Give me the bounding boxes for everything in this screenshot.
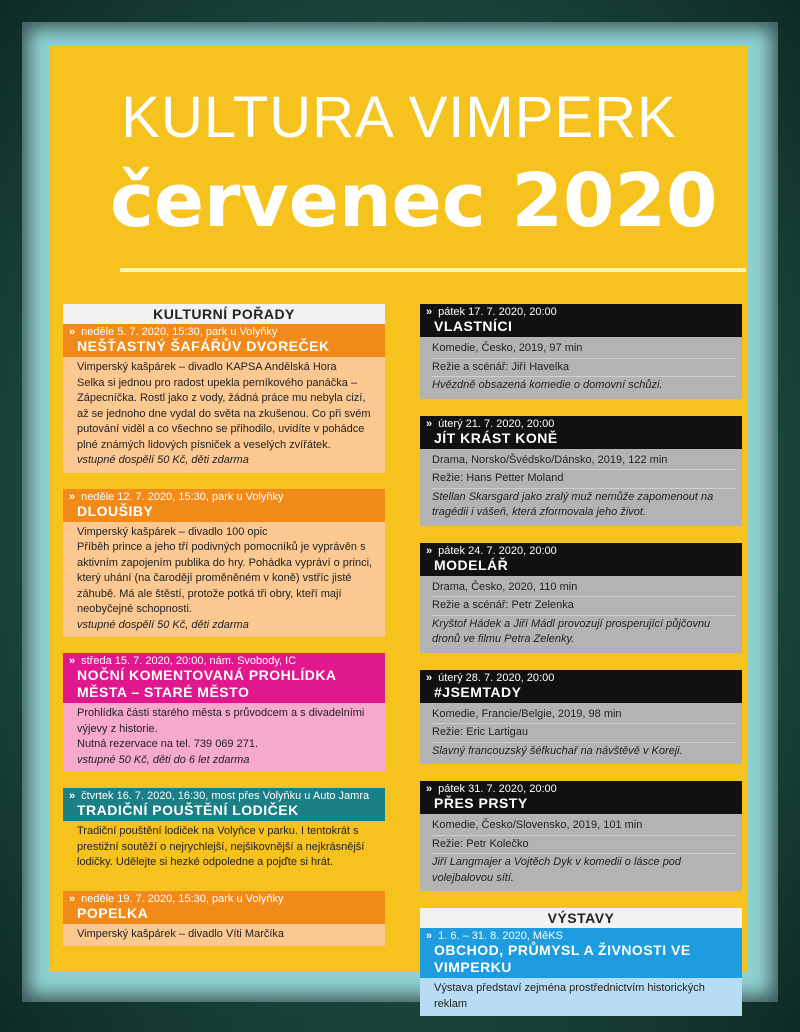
film-description: Kryštof Hádek a Jiří Mádl provozují prosperující půjčovnu dronů ve filmu Petra Zelenky. xyxy=(432,617,711,645)
bullet-icon: » xyxy=(69,326,76,338)
poster xyxy=(50,46,748,1010)
exhibition-description: Výstava představí zejména prostřednictvím historických reklam xyxy=(434,982,705,1010)
event-text: Vimperský kašpárek – divadlo 100 opic xyxy=(77,525,268,538)
poster-title: KULTURA VIMPERK xyxy=(121,85,677,150)
bullet-icon: » xyxy=(426,783,433,795)
film-date xyxy=(420,416,742,430)
film-card xyxy=(420,781,742,891)
bullet-icon: » xyxy=(426,930,433,942)
film-card xyxy=(420,670,742,765)
bullet-icon: » xyxy=(69,490,76,503)
cultural-events-heading: KULTURNÍ POŘADY xyxy=(63,304,385,324)
event-title: NOČNÍ KOMENTOVANÁ PROHLÍDKA MĚSTA – STARÉ MĚSTO xyxy=(63,667,385,703)
bullet-icon: » xyxy=(426,544,433,557)
exhibition-date-text: 1. 6. – 31. 8. 2020, MěKS xyxy=(438,930,563,942)
event-card xyxy=(63,653,385,772)
event-title: TRADIČNÍ POUŠTĚNÍ LODIČEK xyxy=(63,802,385,821)
event-date-text: neděle 19. 7. 2020, 15:30, park u Volyňky xyxy=(81,892,284,905)
exhibition-card xyxy=(420,928,742,1016)
film-title: #JSEMTADY xyxy=(420,684,742,703)
event-text: Prohlídka části starého města s průvodcem a s divadelními výjevy z historie. xyxy=(77,707,365,735)
cultural-events-column xyxy=(63,304,385,962)
film-date-text: úterý 21. 7. 2020, 20:00 xyxy=(438,417,555,430)
film-info: Komedie, Česko/Slovensko, 2019, 101 min xyxy=(432,817,736,836)
cultural-events-list xyxy=(63,324,385,946)
event-title: NEŠŤASTNÝ ŠAFÁŘŮV DVOREČEK xyxy=(63,338,385,357)
event-text: Vimperský kašpárek – divadlo KAPSA Andělská Hora xyxy=(77,361,337,373)
films-list xyxy=(420,304,742,891)
film-body xyxy=(420,449,742,526)
event-text: Selka si jednou pro radost upekla perníkového panáčka – Zápecníčka. Rostl jako z vody, žádná práce mu nebyla cizí, až se jednoho dne vydal do světa na zkušenou. Co při svém putování viděl a co všechno se přihodilo, uvidíte v pohádce plné známých lidových písniček a veselých zvířátek. xyxy=(77,376,371,451)
film-description: Jiří Langmajer a Vojtěch Dyk v komedii o lásce pod volejbalovou sítí. xyxy=(432,856,682,884)
exhibitions-list xyxy=(420,928,742,1016)
film-date xyxy=(420,781,742,795)
exhibition-date xyxy=(420,928,742,942)
event-card xyxy=(63,324,385,473)
film-date-text: pátek 17. 7. 2020, 20:00 xyxy=(438,306,557,318)
event-date xyxy=(63,653,385,667)
event-date-text: neděle 12. 7. 2020, 15:30, park u Volyňky xyxy=(81,490,284,503)
film-date-text: úterý 28. 7. 2020, 20:00 xyxy=(438,671,555,684)
films-column xyxy=(420,304,742,1032)
film-director: Režie: Hans Petter Moland xyxy=(432,470,736,489)
film-body xyxy=(420,814,742,891)
film-director: Režie: Eric Lartigau xyxy=(432,724,736,743)
event-title: DLOUŠIBY xyxy=(63,503,385,522)
event-price: vstupné 50 Kč, děti do 6 let zdarma xyxy=(77,753,250,766)
event-price: vstupné dospělí 50 Kč, děti zdarma xyxy=(77,454,249,466)
film-director: Režie: Petr Kolečko xyxy=(432,836,736,855)
bullet-icon: » xyxy=(69,790,76,802)
header-divider xyxy=(120,268,746,272)
film-info: Komedie, Česko, 2019, 97 min xyxy=(432,340,736,359)
film-title: MODELÁŘ xyxy=(420,557,742,576)
event-date xyxy=(63,324,385,338)
event-price: vstupné dospělí 50 Kč, děti zdarma xyxy=(77,618,249,631)
film-card xyxy=(420,543,742,653)
event-text: Tradiční pouštění lodiček na Volyňce v parku. I tentokrát s prestižní soutěží o nejrychlejší, nejšikovnější a nejkrásnější lodičky. Udělejte si hezké odpoledne a pojďte si hrát. xyxy=(77,825,365,868)
exhibitions-heading: VÝSTAVY xyxy=(420,908,742,928)
film-card xyxy=(420,416,742,526)
film-description: Slavný francouzský šéfkuchař na návštěvě v Koreji. xyxy=(432,744,683,757)
exhibition-title: OBCHOD, PRŮMYSL A ŽIVNOSTI VE VIMPERKU xyxy=(420,942,742,978)
film-title: VLASTNÍCI xyxy=(420,318,742,337)
event-date-text: čtvrtek 16. 7. 2020, 16:30, most přes Volyňku u Auto Jamra xyxy=(81,790,370,802)
film-date-text: pátek 31. 7. 2020, 20:00 xyxy=(438,783,557,795)
event-card xyxy=(63,489,385,638)
event-text: Vimperský kašpárek – divadlo Víti Marčíka xyxy=(77,927,285,940)
film-description: Hvězdně obsazená komedie o domovní schůzi. xyxy=(432,379,663,391)
event-date-text: neděle 5. 7. 2020, 15:30, park u Volyňky xyxy=(81,326,278,338)
event-body xyxy=(63,924,385,947)
film-date xyxy=(420,304,742,318)
event-body xyxy=(63,522,385,638)
bullet-icon: » xyxy=(426,306,433,318)
film-date xyxy=(420,543,742,557)
event-title: POPELKA xyxy=(63,905,385,924)
film-director: Režie a scénář: Petr Zelenka xyxy=(432,597,736,616)
film-info: Drama, Norsko/Švédsko/Dánsko, 2019, 122 min xyxy=(432,452,736,471)
film-title: PŘES PRSTY xyxy=(420,795,742,814)
film-title: JÍT KRÁST KONĚ xyxy=(420,430,742,449)
film-body xyxy=(420,703,742,765)
event-date xyxy=(63,891,385,905)
poster-month: červenec 2020 xyxy=(110,158,718,244)
exhibition-body xyxy=(420,978,742,1016)
film-date-text: pátek 24. 7. 2020, 20:00 xyxy=(438,544,557,557)
film-card xyxy=(420,304,742,399)
bullet-icon: » xyxy=(69,892,76,905)
bullet-icon: » xyxy=(426,417,433,430)
event-card xyxy=(63,788,385,875)
film-description: Stellan Skarsgard jako zralý muž nemůže zapomenout na tragédii i vášeň, která zformovala jeho život. xyxy=(432,490,714,518)
event-body xyxy=(63,821,385,875)
film-info: Drama, Česko, 2020, 110 min xyxy=(432,579,736,598)
event-card xyxy=(63,891,385,947)
film-date xyxy=(420,670,742,684)
event-text: Příběh prince a jeho tří podivných pomocníků je vyprávěn s aktivním zapojením publika do hry. Pohádka vypráví o princi, který uhání (na čarodějí proměněném v koně) vstříc jisté záhubě. Má ale štěstí, protože potká tři obry, kteří mají neobyčejné schopnosti. xyxy=(77,541,373,615)
film-body xyxy=(420,337,742,399)
film-body xyxy=(420,576,742,653)
film-info: Komedie, Francie/Belgie, 2019, 98 min xyxy=(432,706,736,725)
event-date xyxy=(63,788,385,802)
event-date-text: středa 15. 7. 2020, 20:00, nám. Svobody, IC xyxy=(81,655,297,667)
bullet-icon: » xyxy=(69,655,76,667)
event-body xyxy=(63,703,385,772)
event-text: Nutná rezervace na tel. 739 069 271. xyxy=(77,738,259,750)
event-body xyxy=(63,357,385,473)
bullet-icon: » xyxy=(426,671,433,684)
film-director: Režie a scénář: Jiří Havelka xyxy=(432,359,736,378)
event-date xyxy=(63,489,385,503)
